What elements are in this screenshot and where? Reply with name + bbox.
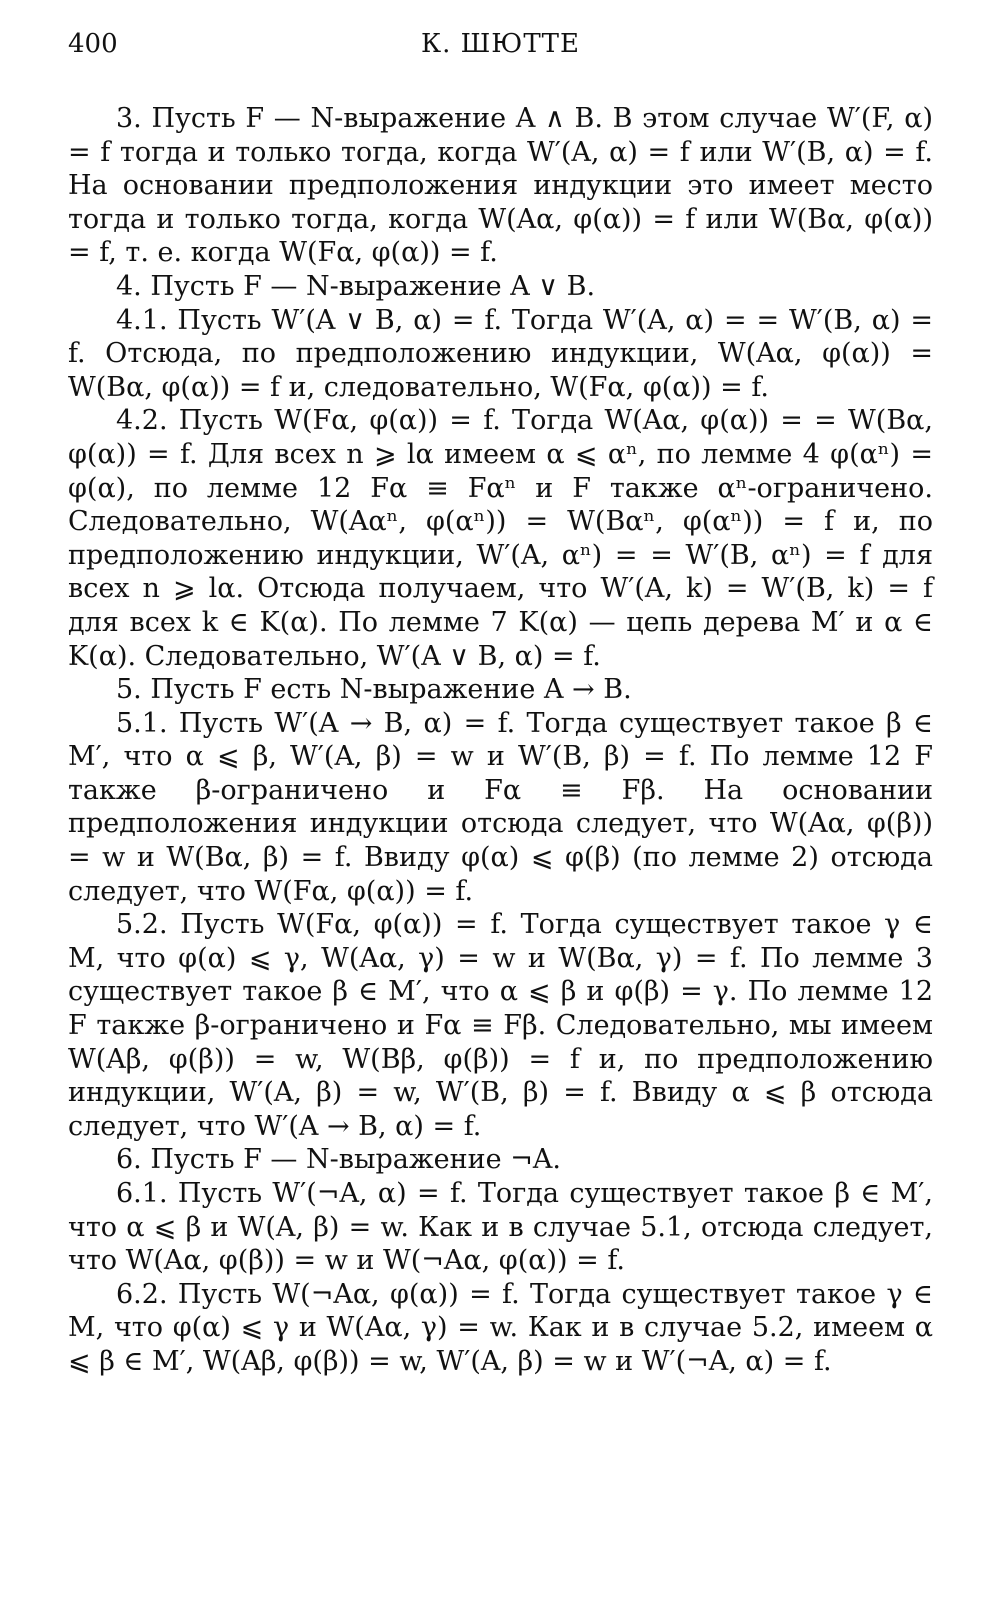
paragraph-case-4-2: 4.2. Пусть W(Fα, φ(α)) = f. Тогда W(Aα, φ(α)) = = W(Bα, φ(α)) = f. Для всех n ⩾ lα имеем α ⩽ αⁿ, по лемме 4 φ(αⁿ) = φ(α), по лемме 12 Fα ≡ Fαⁿ и F также αⁿ-ограничено. Следовательно, W(Aαⁿ, φ(αⁿ)) = W(Bαⁿ, φ(αⁿ)) = f и, по предположению индукции, W′(A, αⁿ) = = W′(B, αⁿ) = f для всех n ⩾ lα. Отсюда получаем, что W′(A, k) = W′(B, k) = f для всех k ∈ K(α). По лемме 7 K(α) — цепь дерева M′ и α ∈ K(α). Следовательно, W′(A ∨ B, α) = f. xyxy=(68,405,933,672)
running-head: К. ШЮТТЕ xyxy=(420,29,580,59)
page-number: 400 xyxy=(68,29,118,59)
paragraph-case-6: 6. Пусть F — N-выражение ¬A. xyxy=(116,1144,561,1176)
paragraph-case-5: 5. Пусть F есть N-выражение A → B. xyxy=(116,674,632,706)
paragraph-case-6-1: 6.1. Пусть W′(¬A, α) = f. Тогда существует такое β ∈ M′, что α ⩽ β и W(A, β) = w. Как и в случае 5.1, отсюда следует, что W(Aα, φ(β)) = w и W(¬Aα, φ(α)) = f. xyxy=(68,1178,933,1277)
paragraph-case-6-2: 6.2. Пусть W(¬Aα, φ(α)) = f. Тогда существует такое γ ∈ M, что φ(α) ⩽ γ и W(Aα, γ) = w. Как и в случае 5.2, имеем α ⩽ β ∈ M′, W(Aβ, φ(β)) = w, W′(A, β) = w и W′(¬A, α) = f. xyxy=(68,1278,933,1377)
paragraph-case-5-2: 5.2. Пусть W(Fα, φ(α)) = f. Тогда существует такое γ ∈ M, что φ(α) ⩽ γ, W(Aα, γ) = w и W(Bα, γ) = f. По лемме 3 существует такое β ∈ M′, что α ⩽ β и φ(β) = γ. По лемме 12 F также β-ограничено и Fα ≡ Fβ. Следовательно, мы имеем W(Aβ, φ(β)) = w, W(Bβ, φ(β)) = f и, по предположению индукции, W′(A, β) = w, W′(B, β) = f. Ввиду α ⩽ β отсюда следует, что W′(A → B, α) = f. xyxy=(68,909,933,1142)
paragraph-case-5-1: 5.1. Пусть W′(A → B, α) = f. Тогда существует такое β ∈ M′, что α ⩽ β, W′(A, β) = w и W′(B, β) = f. По лемме 12 F также β-ограничено и Fα ≡ Fβ. На основании предположения индукции отсюда следует, что W(Aα, φ(β)) = w и W(Bα, β) = f. Ввиду φ(α) ⩽ φ(β) (по лемме 2) отсюда следует, что W(Fα, φ(α)) = f. xyxy=(68,707,933,907)
paragraph-case-4-1: 4.1. Пусть W′(A ∨ B, α) = f. Тогда W′(A, α) = = W′(B, α) = f. Отсюда, по предположению индукции, W(Aα, φ(α)) = W(Bα, φ(α)) = f и, следовательно, W(Fα, φ(α)) = f. xyxy=(68,304,933,403)
main-text xyxy=(68,102,933,1379)
page-header xyxy=(68,24,933,64)
paragraph-case-3: 3. Пусть F — N-выражение A ∧ B. В этом случае W′(F, α) = f тогда и только тогда, когда W′(A, α) = f или W′(B, α) = f. На основании предположения индукции это имеет место тогда и только тогда, когда W(Aα, φ(α)) = f или W(Bα, φ(α)) = f, т. е. когда W(Fα, φ(α)) = f. xyxy=(68,103,933,269)
paragraph-case-4: 4. Пусть F — N-выражение A ∨ B. xyxy=(116,270,596,302)
